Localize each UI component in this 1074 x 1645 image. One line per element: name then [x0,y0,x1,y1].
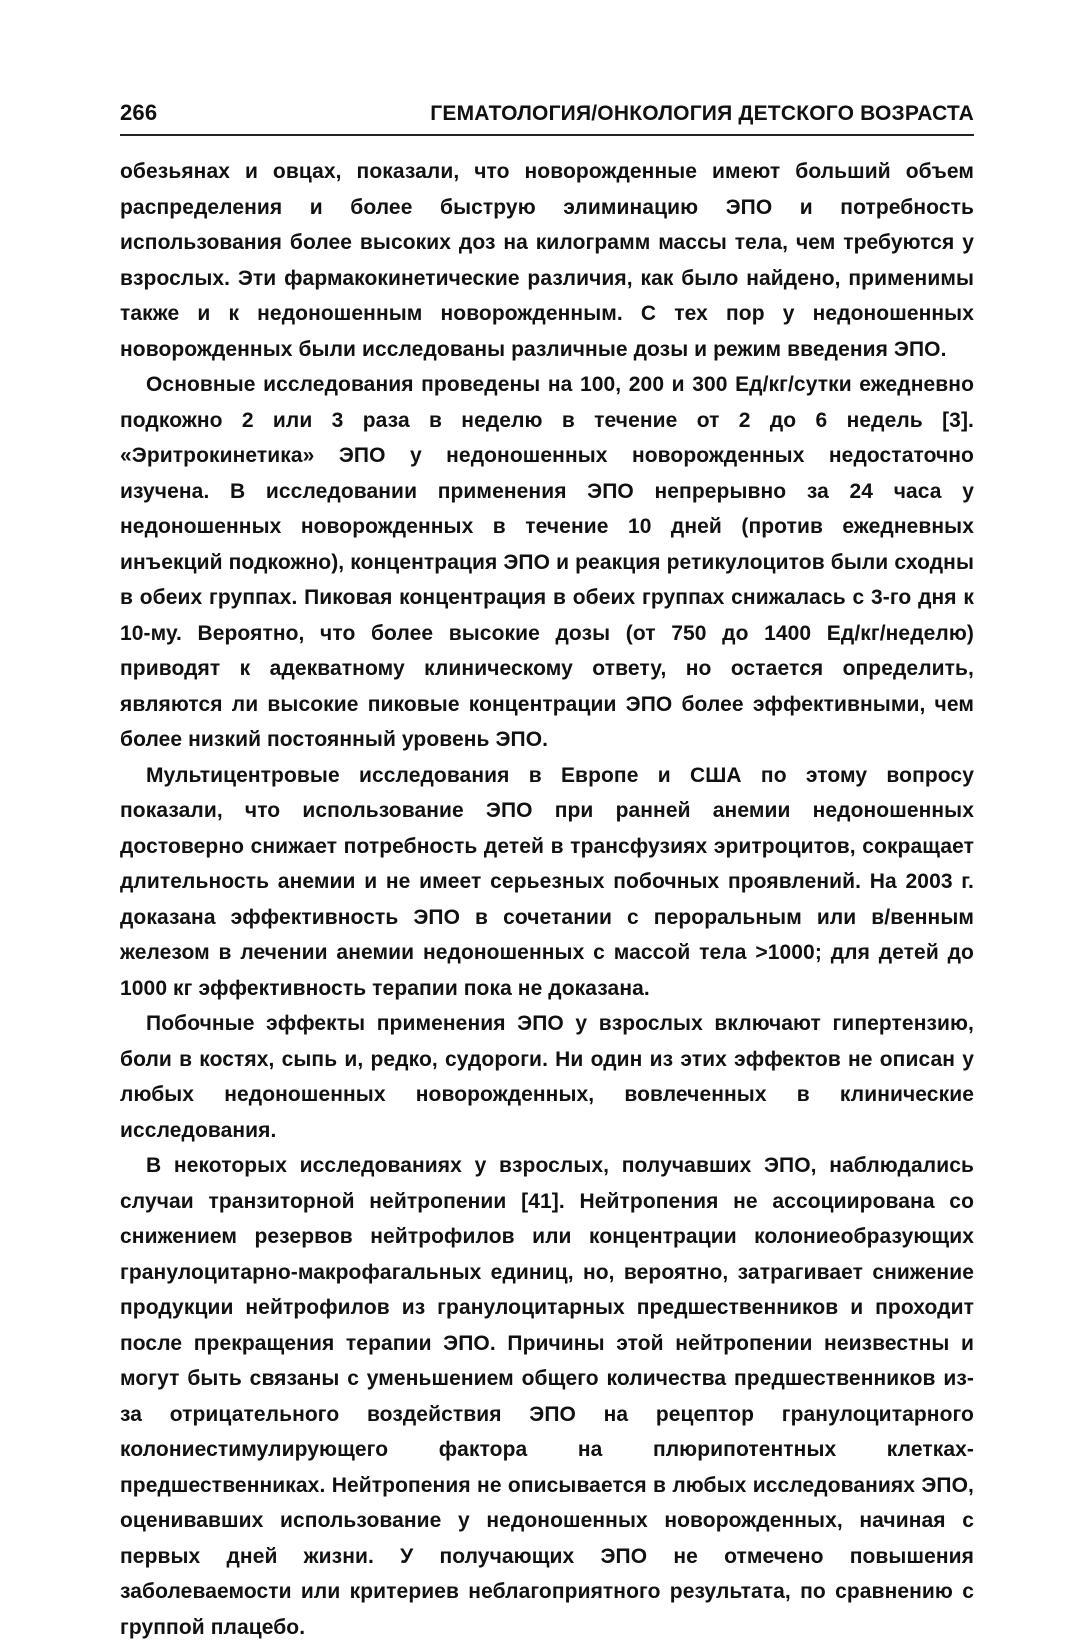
page-number: 266 [120,100,158,125]
paragraph: Побочные эффекты применения ЭПО у взрослых включают гипертензию, боли в костях, сыпь и, редко, судороги. Ни один из этих эффектов не описан у любых недоношенных новорожденных, вовлеченных в клинические исследования. [120,1012,974,1142]
paragraph: Основные исследования проведены на 100, 200 и 300 Ед/кг/сутки ежедневно подкожно 2 или 3 раза в неделю в течение от 2 до 6 недель [3]. «Эритрокинетика» ЭПО у недоношенных новорожденных недостаточно изучена. В исследовании применения ЭПО непрерывно за 24 часа у недоношенных новорожденных в течение 10 дней (против ежедневных инъекций подкожно), концентрация ЭПО и реакция ретикулоцитов были сходны в обеих группах. Пиковая концентрация в обеих группах снижалась с 3-го дня к 10-му. Вероятно, что более высокие дозы (от 750 до 1400 Ед/кг/неделю) приводят к адекватному клиническому ответу, но остается определить, являются ли высокие пиковые концентрации ЭПО более эффективными, чем более низкий постоянный уровень ЭПО. [120,373,974,751]
paragraph: В некоторых исследованиях у взрослых, получавших ЭПО, наблюдались случаи транзиторной нейтропении [41]. Нейтропения не ассоциирована со снижением резервов нейтрофилов или концентрации колониеобразующих гранулоцитарно-макрофагальных единиц, но, вероятно, затрагивает снижение продукции нейтрофилов из гранулоцитарных предшественников и проходит после прекращения терапии ЭПО. Причины этой нейтропении неизвестны и могут быть связаны с уменьшением общего количества предшественников из-за отрицательного воздействия ЭПО на рецептор гранулоцитарного колониестимулирующего фактора на плюрипотентных клетках-предшественниках. Нейтропения не описывается в любых исследованиях ЭПО, оценивавших использование у недоношенных новорожденных, начиная с первых дней жизни. У получающих ЭПО не отмечено повышения заболеваемости или критериев неблагоприятного результата, по сравнению с группой плацебо. [120,1154,974,1639]
body-text [120,154,974,1645]
chapter-title: ГЕМАТОЛОГИЯ/ОНКОЛОГИЯ ДЕТСКОГО ВОЗРАСТА [430,102,974,125]
paragraph: Мультицентровые исследования в Европе и США по этому вопросу показали, что использование ЭПО при ранней анемии недоношенных достоверно снижает потребность детей в трансфузиях эритроцитов, сокращает длительность анемии и не имеет серьезных побочных проявлений. На 2003 г. доказана эффективность ЭПО в сочетании с пероральным или в/венным железом в лечении анемии недоношенных с массой тела >1000; для детей до 1000 кг эффективность терапии пока не доказана. [120,763,974,1000]
running-header [120,100,974,136]
paragraph: обезьянах и овцах, показали, что новорожденные имеют больший объем распределения и более быструю элиминацию ЭПО и потребность использования более высоких доз на килограмм массы тела, чем требуются у взрослых. Эти фармакокинетические различия, как было найдено, применимы также и к недоношенным новорожденным. С тех пор у недоношенных новорожденных были исследованы различные дозы и режим введения ЭПО. [120,160,974,361]
